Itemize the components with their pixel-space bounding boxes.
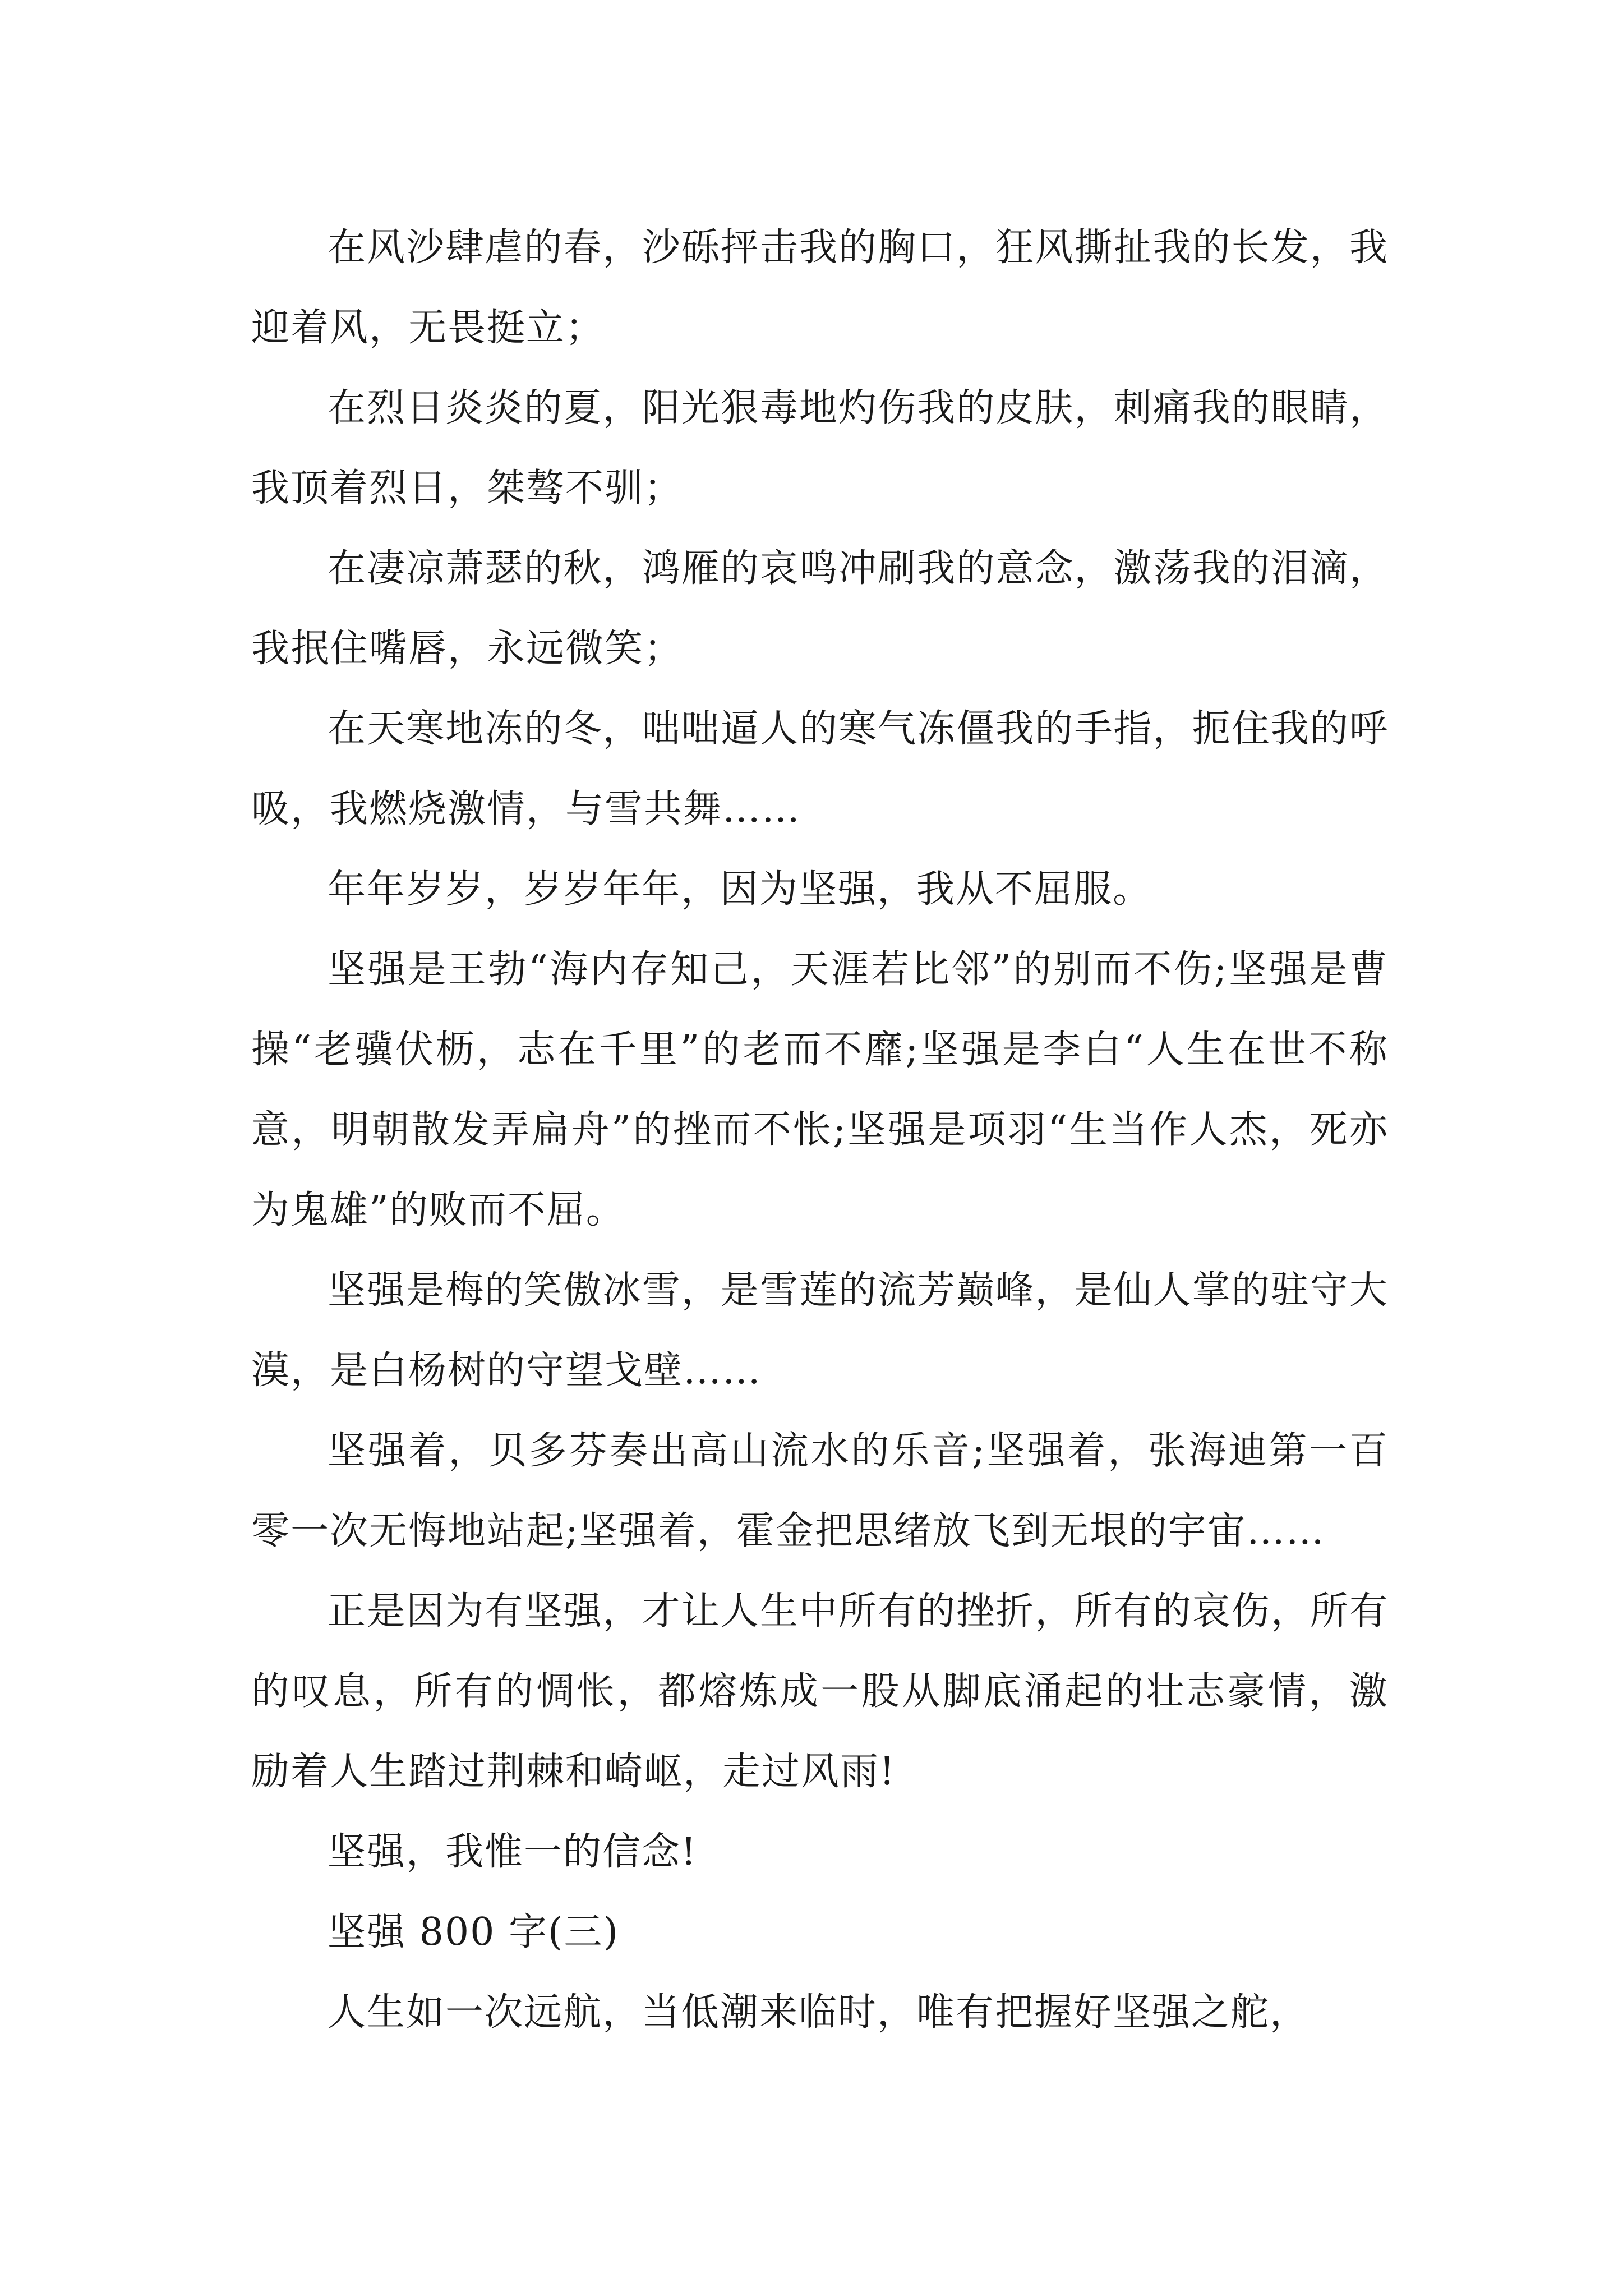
- paragraph-famous-people: 坚强着，贝多芬奏出高山流水的乐音;坚强着，张海迪第一百零一次无悔地站起;坚强着，霍金把思绪放飞到无垠的宇宙……: [251, 1429, 1389, 1553]
- paragraph-years: 年年岁岁，岁岁年年，因为坚强，我从不屈服。: [328, 867, 1152, 912]
- paragraph-nature: 坚强是梅的笑傲冰雪，是雪莲的流芳巅峰，是仙人掌的驻守大漠，是白杨树的守望戈壁……: [251, 1268, 1389, 1393]
- paragraph-conclusion: 正是因为有坚强，才让人生中所有的挫折，所有的哀伤，所有的叹息，所有的惆怅，都熔炼成一股从脚底涌起的壮志豪情，激励着人生踏过荆棘和崎岖，走过风雨!: [251, 1589, 1389, 1794]
- paragraph-spring: 在风沙肆虐的春，沙砾抨击我的胸口，狂风撕扯我的长发，我迎着风，无畏挺立；: [251, 226, 1389, 350]
- document-body: [251, 208, 1389, 2053]
- paragraph-autumn: 在凄凉萧瑟的秋，鸿雁的哀鸣冲刷我的意念，激荡我的泪滴，我抿住嘴唇，永远微笑；: [251, 546, 1389, 671]
- paragraph-historical-figures: 坚强是王勃“海内存知己，天涯若比邻”的别而不伤;坚强是曹操“老骥伏枥，志在千里”的老而不靡;坚强是李白“人生在世不称意，明朝散发弄扁舟”的挫而不怅;坚强是项羽“生当作人杰，死亦为鬼雄”的败而不屈。: [251, 947, 1389, 1232]
- paragraph-summer: 在烈日炎炎的夏，阳光狠毒地灼伤我的皮肤，刺痛我的眼睛，我顶着烈日，桀骜不驯；: [251, 386, 1389, 510]
- paragraph-voyage: 人生如一次远航，当低潮来临时，唯有把握好坚强之舵，: [328, 1990, 1310, 2035]
- paragraph-belief: 坚强，我惟一的信念!: [328, 1830, 698, 1874]
- section-heading: 坚强 800 字(三): [328, 1910, 620, 1954]
- paragraph-winter: 在天寒地冻的冬，咄咄逼人的寒气冻僵我的手指，扼住我的呼吸，我燃烧激情，与雪共舞……: [251, 707, 1389, 831]
